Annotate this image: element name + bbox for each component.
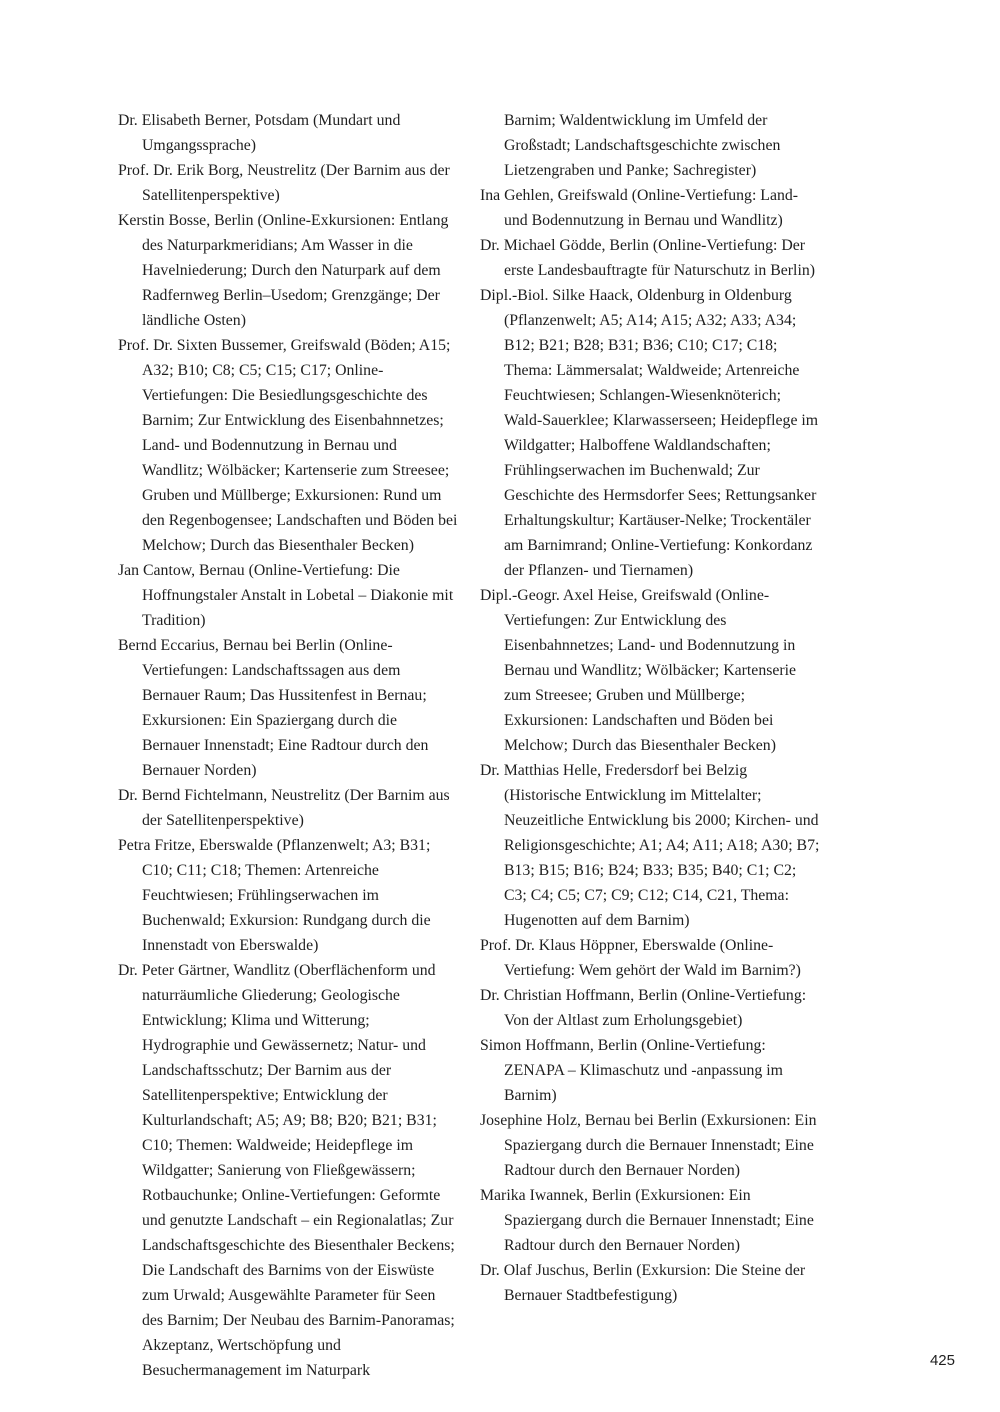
entry-helle: Dr. Matthias Helle, Fredersdorf bei Belzig (Historische Entwicklung im Mittelalter; Neuzeitliche Entwicklung bis 2000; Kirchen- und Religionsgeschichte; A1; A4; A11; A18; A30; B7; B13; B15; B16; B24; B33; B35; B40; C1; C2; C3; C4; C5; C7; C9; C12; C14, C21, Thema: Hugenotten auf dem Barnim) (480, 762, 820, 929)
entry-fritze: Petra Fritze, Eberswalde (Pflanzenwelt; A3; B31; C10; C11; C18; Themen: Artenreiche Feuchtwiesen; Frühlingserwachen im Buchenwald; Exkursion: Rundgang durch die Innenstadt von Eberswalde) (118, 837, 431, 954)
entry-eccarius: Bernd Eccarius, Bernau bei Berlin (Online-Vertiefungen: Landschaftssagen aus dem Bernauer Raum; Das Hussitenfest in Bernau; Exkursionen: Ein Spaziergang durch die Bernauer Innenstadt; Eine Radtour durch den Bernauer Norden) (118, 637, 429, 779)
entry-berner: Dr. Elisabeth Berner, Potsdam (Mundart und Umgangssprache) (118, 112, 401, 154)
entry-iwannek: Marika Iwannek, Berlin (Exkursionen: Ein Spaziergang durch die Bernauer Innenstadt; Eine Radtour durch den Bernauer Norden) (480, 1187, 814, 1254)
right-column (480, 108, 820, 1308)
entry-goedde: Dr. Michael Gödde, Berlin (Online-Vertiefung: Der erste Landesbauftragte für Naturschutz in Berlin) (480, 237, 815, 279)
entry-fichtelmann: Dr. Bernd Fichtelmann, Neustrelitz (Der Barnim aus der Satellitenperspektive) (118, 787, 450, 829)
entry-gaertner: Dr. Peter Gärtner, Wandlitz (Oberflächenform und naturräumliche Gliederung; Geologische Entwicklung; Klima und Witterung; Hydrographie und Gewässernetz; Natur- und Landschaftsschutz; Der Barnim aus der Satellitenperspektive; Entwicklung der Kulturlandschaft; A5; A9; B8; B20; B21; B31; C10; Themen: Waldweide; Heidepflege im Wildgatter; Sanierung von Fließgewässern; Rotbauchunke; Online-Vertiefungen: Geformte und genutzte Landschaft – ein Regionalatlas; Zur Landschaftsgeschichte des Biesenthaler Beckens; Die Landschaft des Barnims von der Eiswüste zum Urwald; Ausgewählte Parameter für Seen des Barnim; Der Neubau des Barnim-Panoramas; Akzeptanz, Wertschöpfung und Besuchermanagement im Naturpark (118, 962, 455, 1379)
left-column (118, 108, 458, 1383)
page-number: 425 (929, 1352, 955, 1369)
entry-borg: Prof. Dr. Erik Borg, Neustrelitz (Der Barnim aus der Satellitenperspektive) (118, 162, 450, 204)
entry-haack: Dipl.-Biol. Silke Haack, Oldenburg in Oldenburg (Pflanzenwelt; A5; A14; A15; A32; A33; A34; B12; B21; B28; B31; B36; C10; C17; C18; Thema: Lämmersalat; Waldweide; Artenreiche Feuchtwiesen; Schlangen-Wiesenknöterich; Wald-Sauerklee; Klarwasserseen; Heidepflege im Wildgatter; Halboffene Waldlandschaften; Frühlingserwachen im Buchenwald; Zur Geschichte des Hermsdorfer Sees; Rettungsanker Erhaltungskultur; Kartäuser-Nelke; Trockentäler am Barnimrand; Online-Vertiefung: Konkordanz der Pflanzen- und Tiernamen) (480, 287, 819, 579)
entry-holz: Josephine Holz, Bernau bei Berlin (Exkursionen: Ein Spaziergang durch die Bernauer Innenstadt; Eine Radtour durch den Bernauer Norden) (480, 1112, 817, 1179)
entry-christian-hoffmann: Dr. Christian Hoffmann, Berlin (Online-Vertiefung: Von der Altlast zum Erholungsgebiet) (480, 987, 807, 1029)
entry-heise: Dipl.-Geogr. Axel Heise, Greifswald (Online-Vertiefungen: Zur Entwicklung des Eisenbahnnetzes; Land- und Bodennutzung in Bernau und Wandlitz; Wölbäcker; Kartenserie zum Streesee; Gruben und Müllberge; Exkursionen: Landschaften und Böden bei Melchow; Durch das Biesenthaler Becken) (480, 587, 797, 754)
entry-gehlen: Ina Gehlen, Greifswald (Online-Vertiefung: Land- und Bodennutzung in Bernau und Wandlitz) (480, 187, 799, 229)
entry-simon-hoffmann: Simon Hoffmann, Berlin (Online-Vertiefung: ZENAPA – Klimaschutz und -anpassung im Barnim) (480, 1037, 783, 1104)
entry-cantow: Jan Cantow, Bernau (Online-Vertiefung: Die Hoffnungstaler Anstalt in Lobetal – Diakonie mit Tradition) (118, 562, 454, 629)
entry-hoeppner: Prof. Dr. Klaus Höppner, Eberswalde (Online-Vertiefung: Wem gehört der Wald im Barnim?) (480, 937, 801, 979)
entry-bussemer: Prof. Dr. Sixten Bussemer, Greifswald (Böden; A15; A32; B10; C8; C5; C15; C17; Online-Vertiefungen: Die Besiedlungsgeschichte des Barnim; Zur Entwicklung des Eisenbahnnetzes; Land- und Bodennutzung in Bernau und Wandlitz; Wölbäcker; Kartenserie zum Streesee; Gruben und Müllberge; Exkursionen: Rund um den Regenbogensee; Landschaften und Böden bei Melchow; Durch das Biesenthaler Becken) (118, 337, 458, 554)
entry-gaertner-continued: Barnim; Waldentwicklung im Umfeld der Großstadt; Landschaftsgeschichte zwischen Lietzengraben und Panke; Sachregister) (504, 112, 781, 179)
entry-bosse: Kerstin Bosse, Berlin (Online-Exkursionen: Entlang des Naturparkmeridians; Am Wasser in die Havelniederung; Durch den Naturpark auf dem Radfernweg Berlin–Usedom; Grenzgänge; Der ländliche Osten) (118, 212, 449, 329)
entry-juschus: Dr. Olaf Juschus, Berlin (Exkursion: Die Steine der Bernauer Stadtbefestigung) (480, 1262, 806, 1304)
